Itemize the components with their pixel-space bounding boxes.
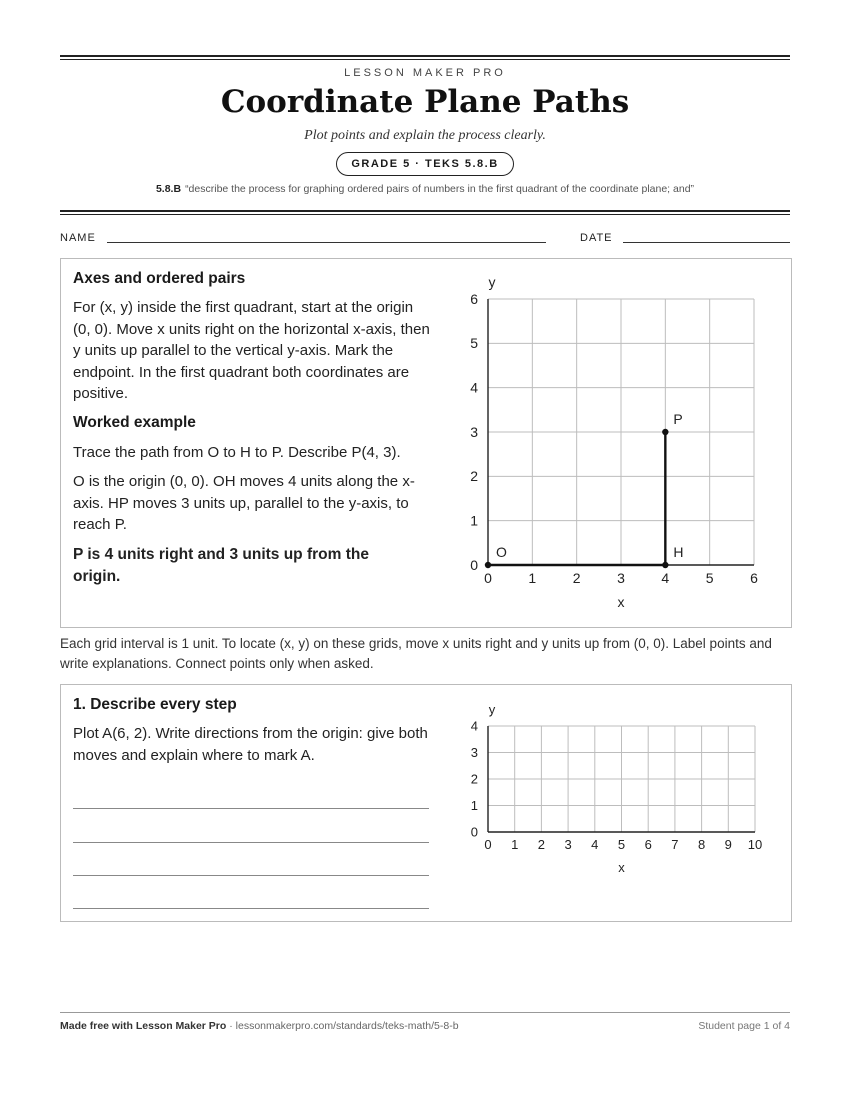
y-tick-label: 2 [470,468,478,485]
name-label: NAME [60,232,96,244]
point-o [485,562,491,568]
x-tick-label: 1 [528,570,537,586]
x-tick-label: 2 [572,570,581,586]
header-rule-thin [60,214,790,215]
footer-made-with: Made free with Lesson Maker Pro [60,1020,227,1032]
top-rule-thin [60,59,790,60]
x-tick-label: 2 [537,837,546,852]
x-tick-label: 0 [484,837,492,852]
footer-url: · lessonmakerpro.com/standards/teks-math/5-8-b [226,1020,459,1032]
y-tick-label: 0 [470,556,478,573]
lesson-heading: Axes and ordered pairs [73,270,246,287]
y-tick-label: 4 [470,718,478,734]
y-tick-label: 1 [470,512,478,529]
standard-text: “describe the process for graphing ordered pairs of numbers in the first quadrant of the coordinate plane; and” [185,183,695,195]
x-tick-label: 7 [671,837,679,852]
y-tick-label: 4 [470,379,478,396]
x-tick-label: 0 [484,570,492,586]
x-tick-label: 5 [705,570,714,586]
example-heading: Worked example [73,414,196,431]
x-tick-label: 10 [747,837,763,852]
x-tick-label: 5 [617,837,626,852]
brand-name: LESSON MAKER PRO [344,67,506,79]
x-tick-label: 8 [697,837,706,852]
question-1-heading: 1. Describe every step [73,696,237,713]
grade-badge: GRADE 5 · TEKS 5.8.B [336,152,514,176]
lesson-intro: For (x, y) inside the first quadrant, start at the origin (0, 0). Move x units right on the horizontal x-axis, then y units up parallel to the vertical y-axis. Mark the endpoint. In the first quadrant both coordinates are positive. [73,299,430,402]
question-1-prompt: Plot A(6, 2). Write directions from the origin: give both moves and explain where to mark A. [73,725,428,764]
standard-line [0,183,850,195]
footer-page-number: Student page 1 of 4 [698,1020,790,1032]
x-tick-label: 3 [564,837,572,852]
worked-example-grid [460,268,780,618]
question-1-grid[interactable] [460,695,780,885]
x-tick-label: 3 [617,570,625,586]
footer-credit [60,1020,459,1032]
point-label: O [496,544,507,560]
y-tick-label: 3 [470,745,478,761]
example-answer: P is 4 units right and 3 units up from the origin. [73,546,369,585]
footer-rule [60,1012,790,1013]
answer-line[interactable] [73,808,429,809]
x-tick-label: 4 [661,570,670,586]
grid-note: Each grid interval is 1 unit. To locate (x, y) on these grids, move x units right and y units up from (0, 0). Label points and write explanations. Connect points only when asked. [60,636,772,671]
example-explanation: O is the origin (0, 0). OH moves 4 units along the x-axis. HP moves 3 units up, parallel to the y-axis, to reach P. [73,473,415,533]
point-label: P [673,411,683,427]
y-axis-label: y [488,702,496,717]
x-axis-label: x [618,860,625,875]
standard-code: 5.8.B [155,183,182,195]
x-tick-label: 6 [644,837,652,852]
header-rule [60,210,790,212]
top-rule [60,55,790,57]
point-h [662,562,668,568]
x-tick-label: 9 [724,837,732,852]
x-axis-label: x [617,594,625,610]
example-prompt: Trace the path from O to H to P. Describe P(4, 3). [73,444,401,461]
page-title: Coordinate Plane Paths [220,84,630,120]
page-subtitle: Plot points and explain the process clearly. [304,128,546,143]
date-field[interactable] [623,242,790,243]
answer-line[interactable] [73,875,429,876]
y-tick-label: 5 [470,335,478,352]
point-label: H [673,544,684,560]
answer-line[interactable] [73,842,429,843]
y-tick-label: 0 [470,824,478,840]
y-tick-label: 3 [470,423,478,440]
y-axis-label: y [488,274,496,290]
x-tick-label: 6 [750,570,758,586]
x-tick-label: 1 [511,837,519,852]
y-tick-label: 1 [470,798,478,814]
x-tick-label: 4 [591,837,599,852]
date-label: DATE [580,232,613,244]
y-tick-label: 2 [470,771,478,787]
name-field[interactable] [107,242,546,243]
answer-line[interactable] [73,908,429,909]
y-tick-label: 6 [470,290,478,307]
point-p [662,429,668,435]
